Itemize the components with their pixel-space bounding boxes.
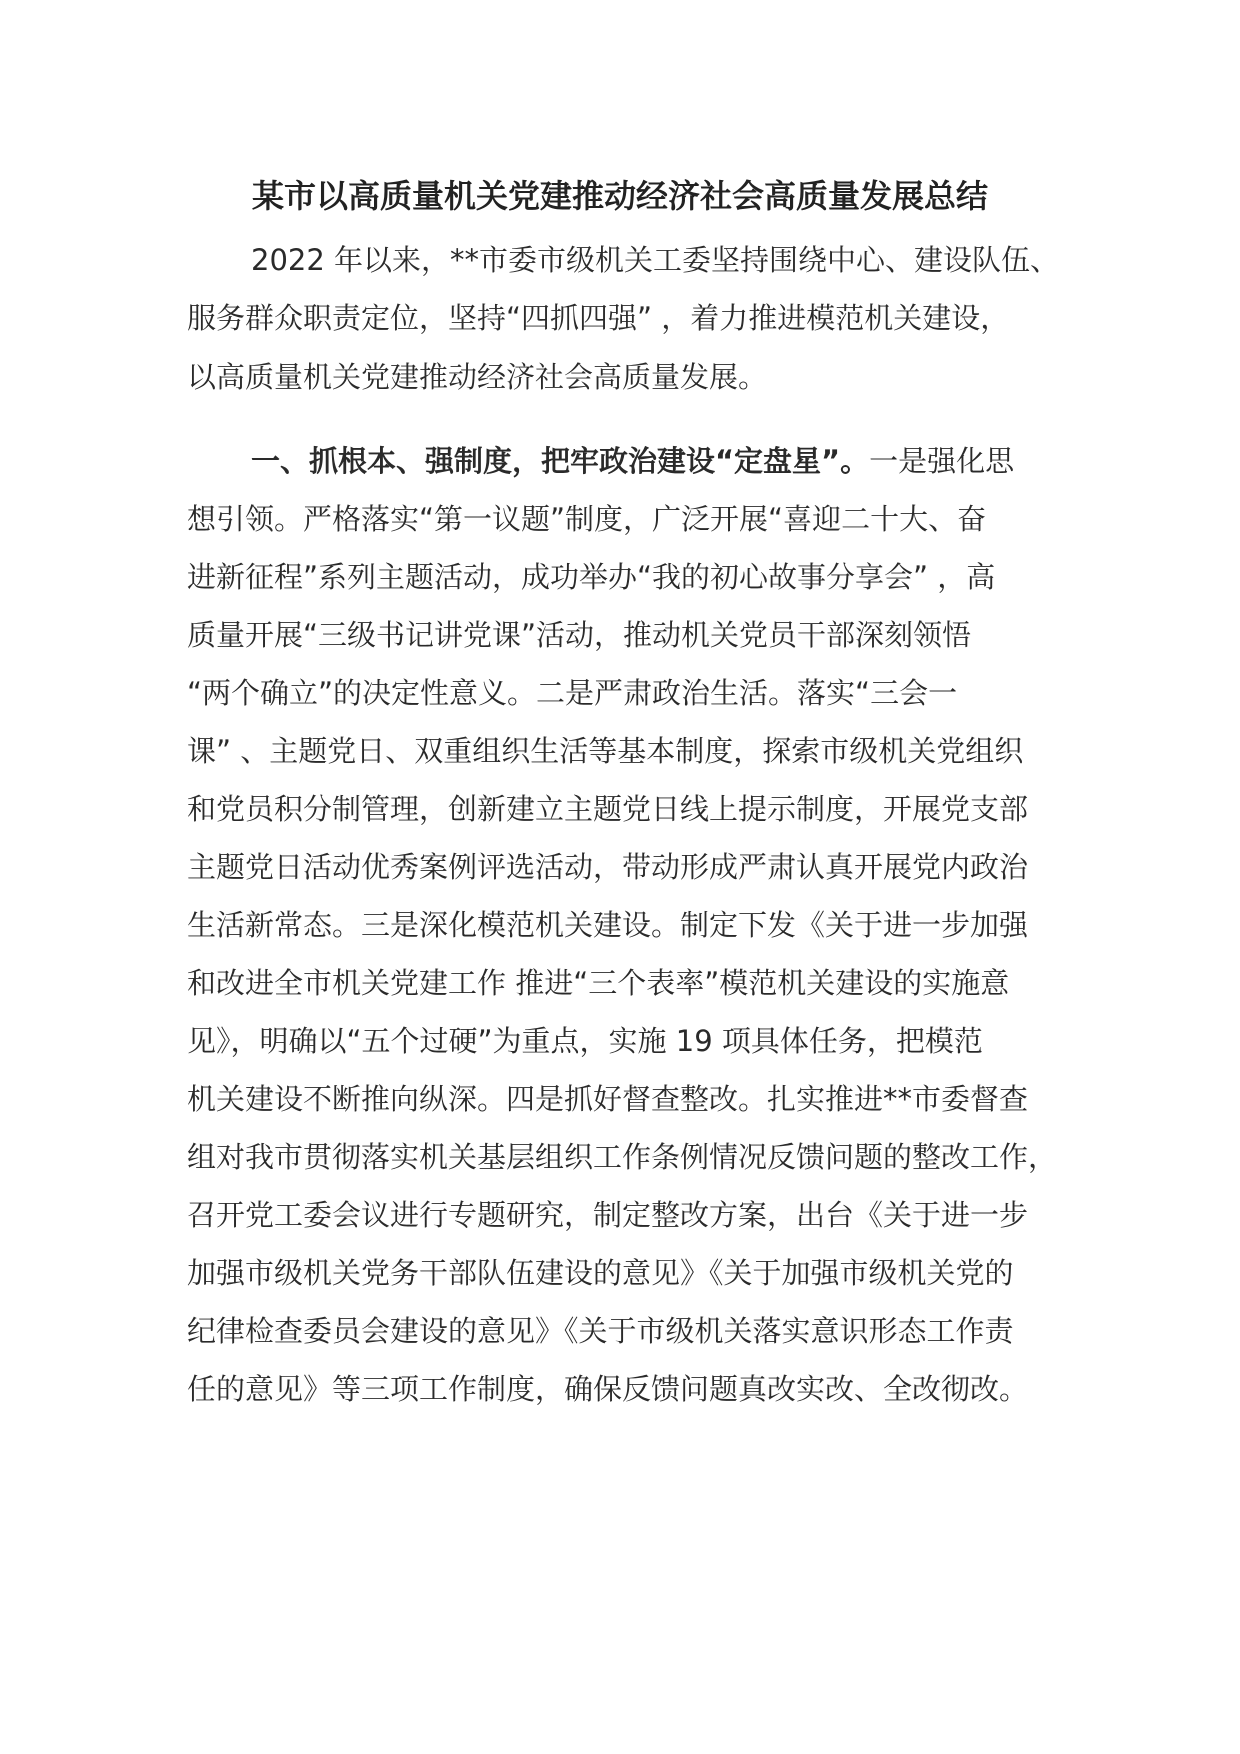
paragraph-line: 2022 年以来，**市委市级机关工委坚持围绕中心、建设队伍、 bbox=[251, 243, 1060, 277]
paragraph-line: 任的意见》等三项工作制度，确保反馈问题真改实改、全改彻改。 bbox=[187, 1372, 1029, 1406]
paragraph-line: 课” 、主题党日、双重组织生活等基本制度，探索市级机关党组织 bbox=[187, 734, 1024, 768]
paragraph-line: “两个确立”的决定性意义。二是严肃政治生活。落实“三会一 bbox=[187, 676, 958, 710]
paragraph-line: 以高质量机关党建推动经济社会高质量发展。 bbox=[187, 360, 768, 394]
paragraph-line: 和改进全市机关党建工作 推进“三个表率”模范机关建设的实施意 bbox=[187, 966, 1010, 1000]
paragraph-line: 纪律检查委员会建设的意见》《关于市级机关落实意识形态工作责 bbox=[187, 1314, 1014, 1348]
paragraph-line: 见》，明确以“五个过硬”为重点，实施 19 项具体任务，把模范 bbox=[187, 1024, 983, 1058]
paragraph-line: 召开党工委会议进行专题研究，制定整改方案，出台《关于进一步 bbox=[187, 1198, 1029, 1232]
paragraph-line: 生活新常态。三是深化模范机关建设。制定下发《关于进一步加强 bbox=[187, 908, 1029, 942]
paragraph-line: 想引领。严格落实“第一议题”制度，广泛开展“喜迎二十大、奋 bbox=[187, 502, 987, 536]
paragraph-line: 和党员积分制管理，创新建立主题党日线上提示制度，开展党支部 bbox=[187, 792, 1029, 826]
paragraph-line: 质量开展“三级书记讲党课”活动，推动机关党员干部深刻领悟 bbox=[187, 618, 972, 652]
paragraph-line: 主题党日活动优秀案例评选活动，带动形成严肃认真开展党内政治 bbox=[187, 850, 1029, 884]
paragraph-line: 加强市级机关党务干部队伍建设的意见》《关于加强市级机关党的 bbox=[187, 1256, 1014, 1290]
paragraph-line: 服务群众职责定位，坚持“四抓四强” ，着力推进模范机关建设， bbox=[187, 301, 1010, 335]
section-heading: 一、抓根本、强制度，把牢政治建设“定盘星”。 bbox=[251, 444, 870, 478]
paragraph-line: 组对我市贯彻落实机关基层组织工作条例情况反馈问题的整改工作， bbox=[187, 1140, 1058, 1174]
paragraph-line: 机关建设不断推向纵深。四是抓好督查整改。扎实推进**市委督查 bbox=[187, 1082, 1029, 1116]
paragraph-line: 进新征程”系列主题活动，成功举办“我的初心故事分享会” ，高 bbox=[187, 560, 996, 594]
document-title: 某市以高质量机关党建推动经济社会高质量发展总结 bbox=[251, 177, 988, 215]
section-text: 一是强化思 bbox=[869, 444, 1015, 478]
section-first-line bbox=[251, 441, 1014, 481]
